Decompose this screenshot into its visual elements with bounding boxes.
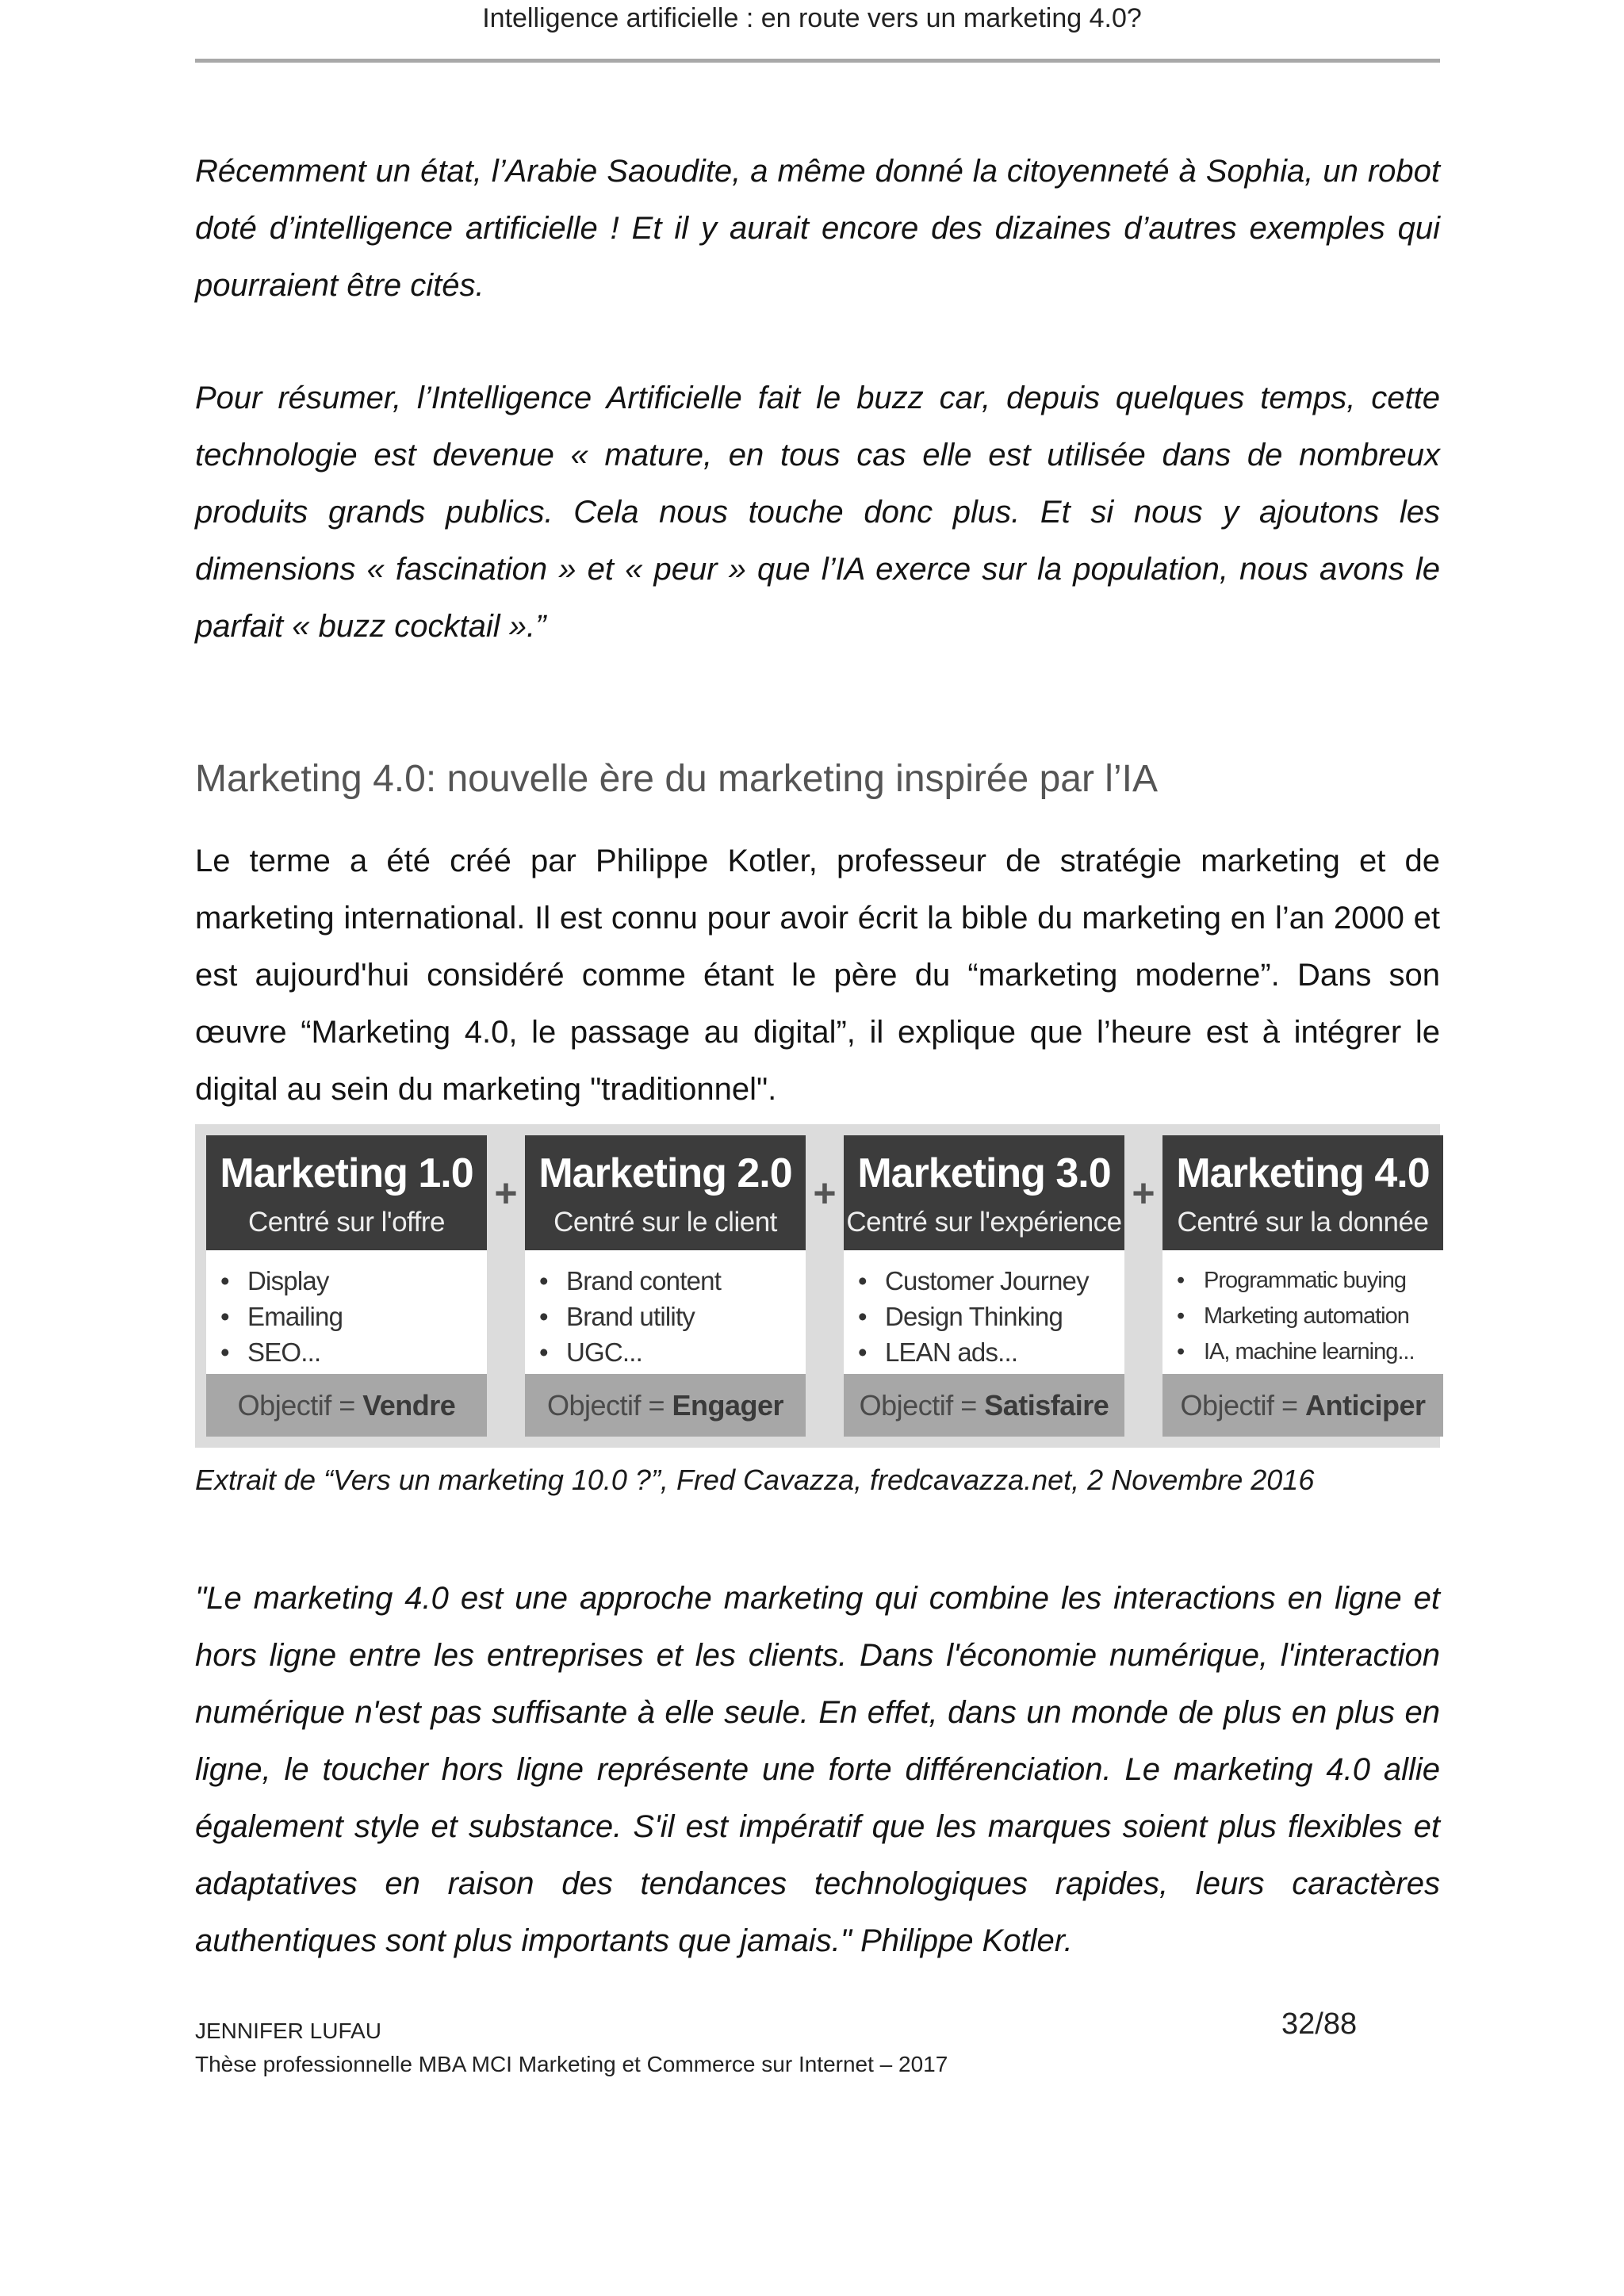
plus-sign: + bbox=[494, 1171, 518, 1215]
column-objective bbox=[206, 1374, 487, 1437]
column-header bbox=[206, 1135, 487, 1250]
objective-prefix: Objectif = bbox=[237, 1389, 363, 1422]
list-item: • LEAN ads... bbox=[844, 1334, 1124, 1370]
plus-sign: + bbox=[1132, 1171, 1155, 1215]
section-heading: Marketing 4.0: nouvelle ère du marketing inspirée par l’IA bbox=[195, 758, 1158, 800]
paragraph-sophia: Récemment un état, l’Arabie Saoudite, a même donné la citoyenneté à Sophia, un robot doté d’intelligence artificielle ! Et il y aurait encore des dizaines d’autres exemples qui pourraient être cités. bbox=[195, 154, 1440, 303]
objective-value: Vendre bbox=[362, 1389, 456, 1422]
footer-thesis-title: Thèse professionnelle MBA MCI Marketing et Commerce sur Internet – 2017 bbox=[195, 2052, 948, 2076]
list-item: • IA, machine learning... bbox=[1162, 1334, 1443, 1370]
column-objective bbox=[1162, 1374, 1443, 1437]
plus-sign: + bbox=[813, 1171, 837, 1215]
list-item: • Brand content bbox=[525, 1263, 806, 1299]
running-header: Intelligence artificielle : en route vers un marketing 4.0? bbox=[482, 3, 1142, 33]
column-title: Marketing 2.0 bbox=[538, 1150, 792, 1196]
column-header bbox=[525, 1135, 806, 1250]
list-item: • Display bbox=[206, 1263, 487, 1299]
column-objective bbox=[525, 1374, 806, 1437]
column-items bbox=[844, 1250, 1124, 1374]
objective-prefix: Objectif = bbox=[546, 1389, 672, 1422]
objective-prefix: Objectif = bbox=[1180, 1389, 1306, 1422]
paragraph-summary: Pour résumer, l’Intelligence Artificielle fait le buzz car, depuis quelques temps, cette technologie est devenue « mature, en tous cas elle est utilisée dans de nombreux produits grands publics. Cela nous touche donc plus. Et si nous y ajoutons les dimensions « fascination » et « peur » que l’IA exerce sur la population, nous avons le parfait « buzz cocktail ».” bbox=[195, 381, 1440, 644]
column-subtitle: Centré sur la donnée bbox=[1177, 1207, 1429, 1238]
marketing-1-column bbox=[206, 1135, 487, 1437]
column-title: Marketing 4.0 bbox=[1176, 1150, 1430, 1196]
column-items bbox=[1162, 1250, 1443, 1374]
objective-value: Anticiper bbox=[1305, 1389, 1426, 1422]
marketing-4-column bbox=[1162, 1135, 1443, 1437]
column-subtitle: Centré sur l'offre bbox=[248, 1207, 445, 1238]
figure-caption: Extrait de “Vers un marketing 10.0 ?”, Fred Cavazza, fredcavazza.net, 2 Novembre 2016 bbox=[195, 1464, 1315, 1496]
column-subtitle: Centré sur l'expérience bbox=[846, 1207, 1122, 1238]
objective-value: Engager bbox=[672, 1389, 784, 1422]
list-item: • Programmatic buying bbox=[1162, 1263, 1443, 1299]
objective-prefix: Objectif = bbox=[859, 1389, 985, 1422]
list-item: • SEO... bbox=[206, 1334, 487, 1370]
column-title: Marketing 3.0 bbox=[857, 1150, 1111, 1196]
column-subtitle: Centré sur le client bbox=[553, 1207, 777, 1238]
page-number: 32/88 bbox=[1281, 2007, 1358, 2041]
column-items bbox=[206, 1250, 487, 1374]
column-objective bbox=[844, 1374, 1124, 1437]
column-items bbox=[525, 1250, 806, 1374]
list-item: • Brand utility bbox=[525, 1299, 806, 1334]
column-header bbox=[1162, 1135, 1443, 1250]
list-item: • Customer Journey bbox=[844, 1263, 1124, 1299]
list-item: • Design Thinking bbox=[844, 1299, 1124, 1334]
paragraph-kotler-quote: "Le marketing 4.0 est une approche marketing qui combine les interactions en ligne et hors ligne entre les entreprises et les clients. Dans l'économie numérique, l'interaction numérique n'est pas suffisante à elle seule. En effet, dans un monde de plus en plus en ligne, le toucher hors ligne représente une forte différenciation. Le marketing 4.0 allie également style et substance. S'il est impératif que les marques soient plus flexibles et adaptatives en raison des tendances technologiques rapides, leurs caractères authentiques sont plus importants que jamais." Philippe Kotler. bbox=[195, 1581, 1440, 1958]
list-item: • Marketing automation bbox=[1162, 1299, 1443, 1334]
objective-value: Satisfaire bbox=[984, 1389, 1109, 1422]
list-item: • UGC... bbox=[525, 1334, 806, 1370]
marketing-2-column bbox=[525, 1135, 806, 1437]
list-item: • Emailing bbox=[206, 1299, 487, 1334]
marketing-evolution-figure bbox=[195, 1124, 1440, 1448]
column-header bbox=[844, 1135, 1124, 1250]
column-title: Marketing 1.0 bbox=[220, 1150, 473, 1196]
header-divider bbox=[195, 59, 1440, 63]
footer-author: JENNIFER LUFAU bbox=[195, 2019, 381, 2043]
paragraph-kotler-intro: Le terme a été créé par Philippe Kotler, professeur de stratégie marketing et de marketing international. Il est connu pour avoir écrit la bible du marketing en l’an 2000 et est aujourd'hui considéré comme étant le père du “marketing moderne”. Dans son œuvre “Marketing 4.0, le passage au digital”, il explique que l’heure est à intégrer le digital au sein du marketing "traditionnel". bbox=[195, 844, 1440, 1107]
marketing-3-column bbox=[844, 1135, 1124, 1437]
